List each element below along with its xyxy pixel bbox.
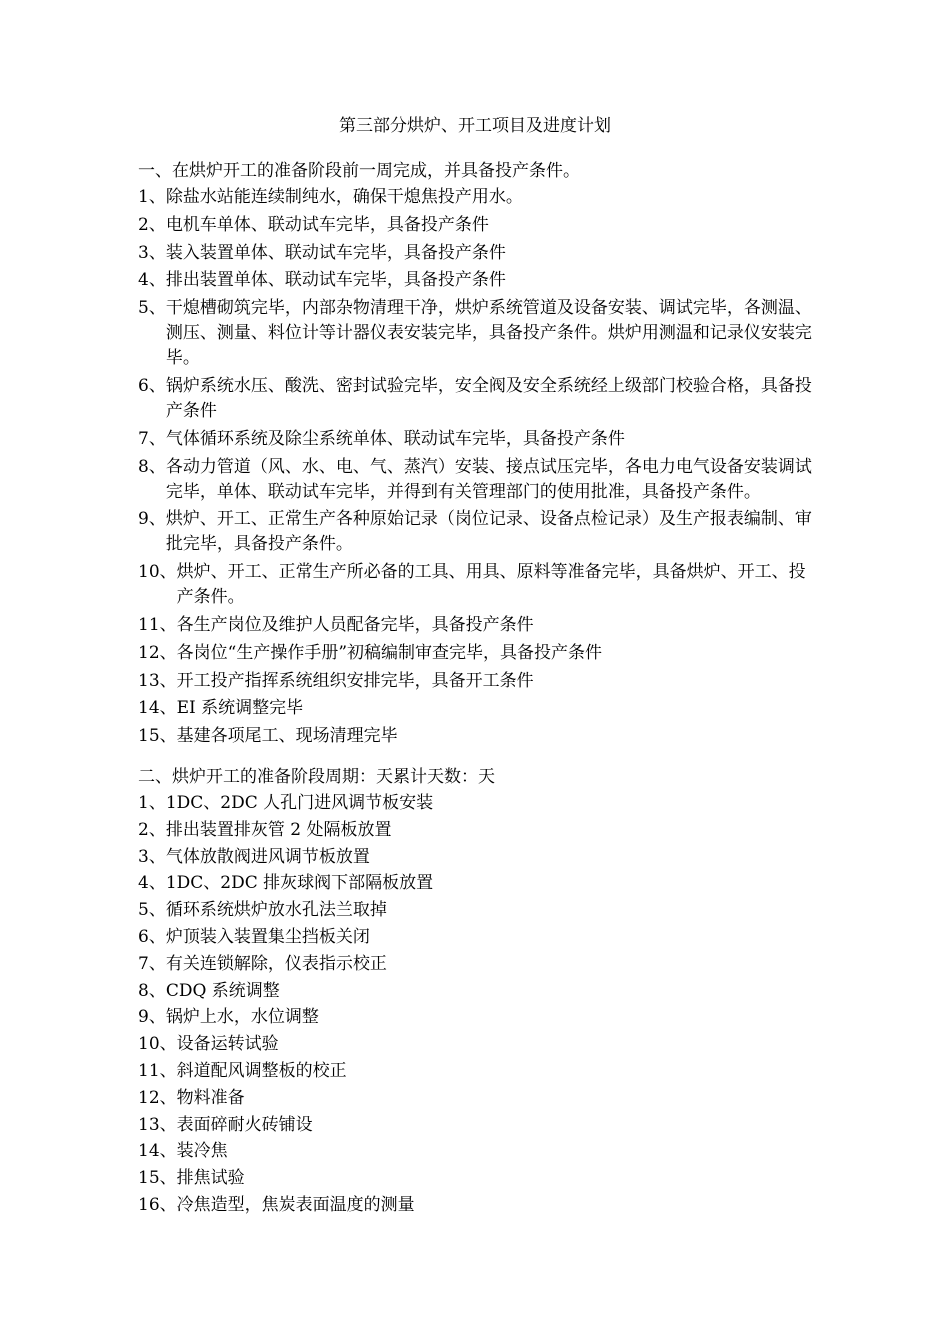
list-item-number: 13、 (138, 670, 177, 691)
list-item (138, 241, 818, 266)
list-item-number: 10、 (138, 562, 177, 583)
list-item-number: 13、 (138, 1114, 177, 1135)
list-item (138, 1005, 818, 1030)
list-item-number: 9、 (138, 1007, 166, 1028)
list-item (138, 1139, 818, 1164)
list-item (138, 871, 818, 896)
list-item (138, 1086, 818, 1111)
list-item-text: 1DC、2DC 人孔门进风调节板安装 (165, 793, 434, 813)
list-item-text: 电机车单体、联动试车完毕，具备投产条件 (165, 214, 489, 235)
list-item (138, 898, 818, 923)
list-item (138, 374, 818, 424)
list-item-number: 8、 (138, 980, 166, 1001)
list-item-number: 3、 (138, 846, 166, 867)
list-item-number: 11、 (138, 1060, 177, 1081)
list-item-text: 除盐水站能连续制纯水，确保干熄焦投产用水。 (165, 187, 523, 207)
list-item-text: 表面碎耐火砖铺设 (176, 1114, 313, 1135)
section-1 (138, 158, 818, 752)
list-item-text: 排出装置单体、联动试车完毕，具备投产条件 (165, 270, 506, 291)
section-2 (138, 764, 818, 1220)
list-item-number: 6、 (138, 926, 166, 947)
list-item-number: 10、 (138, 1034, 177, 1055)
section-1-list (138, 185, 818, 749)
list-item-number: 8、 (138, 456, 166, 477)
list-item (138, 1059, 818, 1084)
list-item-text: 炉顶装入装置集尘挡板关闭 (165, 926, 370, 947)
list-item-number: 14、 (138, 1141, 177, 1162)
list-item-text: 斜道配风调整板的校正 (176, 1060, 347, 1081)
list-item-text: 干熄槽砌筑完毕，内部杂物清理干净，烘炉系统管道及设备安装、调试完毕，各测温、测压、测量、料位计等计器仪表安装完毕，具备投产条件。烘炉用测温和记录仪安装完毕。 (165, 298, 812, 369)
list-item-text: 气体循环系统及除尘系统单体、联动试车完毕，具备投产条件 (165, 428, 625, 449)
list-item-number: 14、 (138, 698, 177, 719)
list-item-text: 冷焦造型，焦炭表面温度的测量 (176, 1194, 415, 1215)
list-item-text: 循环系统烘炉放水孔法兰取掉 (165, 900, 387, 921)
list-item (138, 1113, 818, 1138)
list-item-number: 4、 (138, 873, 166, 894)
list-item-text: 物料准备 (176, 1087, 245, 1108)
list-item-number: 5、 (138, 900, 166, 921)
section-1-heading: 一、在烘炉开工的准备阶段前一周完成，并具备投产条件。 (138, 161, 580, 181)
list-item (138, 185, 818, 210)
list-item (138, 925, 818, 950)
list-item-number: 16、 (138, 1194, 177, 1215)
list-item (138, 560, 818, 610)
list-item-text: 有关连锁解除，仪表指示校正 (165, 953, 387, 974)
list-item (138, 979, 818, 1004)
list-item (138, 952, 818, 977)
list-item (138, 613, 818, 638)
list-item-number: 9、 (138, 509, 166, 530)
list-item (138, 818, 818, 843)
list-item-text: 开工投产指挥系统组织安排完毕，具备开工条件 (176, 670, 534, 691)
list-item (138, 455, 818, 505)
list-item-number: 11、 (138, 614, 177, 635)
list-item-text: 装冷焦 (176, 1141, 228, 1162)
list-item-text: 1DC、2DC 排灰球阀下部隔板放置 (165, 873, 434, 894)
list-item (138, 845, 818, 870)
section-2-heading: 二、烘炉开工的准备阶段周期：天累计天数：天 (138, 767, 495, 787)
list-item (138, 724, 818, 749)
list-item (138, 507, 818, 557)
list-item-number: 7、 (138, 953, 166, 974)
list-item-text: 装入装置单体、联动试车完毕，具备投产条件 (165, 242, 506, 263)
list-item-number: 12、 (138, 642, 177, 663)
list-item-number: 3、 (138, 242, 166, 263)
list-item-text: 排焦试验 (176, 1168, 245, 1189)
list-item-number: 2、 (138, 214, 166, 235)
list-item-text: 气体放散阀进风调节板放置 (165, 846, 370, 867)
list-item (138, 1032, 818, 1057)
list-item-text: CDQ 系统调整 (165, 980, 280, 1001)
list-item (138, 641, 818, 666)
list-item-number: 4、 (138, 270, 166, 291)
list-item-text: EI 系统调整完毕 (176, 698, 304, 719)
list-item (138, 296, 818, 371)
list-item-number: 1、 (138, 187, 166, 207)
list-item-number: 6、 (138, 375, 166, 396)
list-item-text: 烘炉、开工、正常生产各种原始记录（岗位记录、设备点检记录）及生产报表编制、审批完毕，具备投产条件。 (165, 509, 812, 555)
list-item-number: 5、 (138, 298, 166, 319)
list-item-text: 锅炉系统水压、酸洗、密封试验完毕，安全阀及安全系统经上级部门校验合格，具备投产条件 (165, 375, 812, 421)
list-item-number: 2、 (138, 819, 166, 840)
list-item-number: 7、 (138, 428, 166, 449)
list-item-number: 15、 (138, 1168, 177, 1189)
list-item-text: 排出装置排灰管 2 处隔板放置 (165, 819, 392, 840)
list-item-number: 12、 (138, 1087, 177, 1108)
list-item-text: 各动力管道（风、水、电、气、蒸汽）安装、接点试压完毕，各电力电气设备安装调试完毕，单体、联动试车完毕，并得到有关管理部门的使用批准，具备投产条件。 (165, 456, 812, 502)
list-item (138, 1166, 818, 1191)
list-item-text: 基建各项尾工、现场清理完毕 (176, 726, 398, 747)
list-item-text: 锅炉上水，水位调整 (165, 1007, 319, 1028)
list-item (138, 1193, 818, 1218)
list-item (138, 427, 818, 452)
list-item (138, 791, 818, 816)
document-title: 第三部分烘炉、开工项目及进度计划 (339, 116, 611, 136)
list-item (138, 213, 818, 238)
list-item (138, 696, 818, 721)
list-item-number: 15、 (138, 726, 177, 747)
list-item-text: 各岗位“生产操作手册”初稿编制审查完毕，具备投产条件 (176, 642, 603, 663)
list-item (138, 268, 818, 293)
section-2-list (138, 791, 818, 1218)
list-item-text: 设备运转试验 (176, 1034, 279, 1055)
list-item-number: 1、 (138, 793, 166, 813)
list-item-text: 烘炉、开工、正常生产所必备的工具、用具、原料等准备完毕，具备烘炉、开工、投产条件。 (176, 562, 806, 608)
list-item (138, 669, 818, 694)
list-item-text: 各生产岗位及维护人员配备完毕，具备投产条件 (176, 614, 534, 635)
